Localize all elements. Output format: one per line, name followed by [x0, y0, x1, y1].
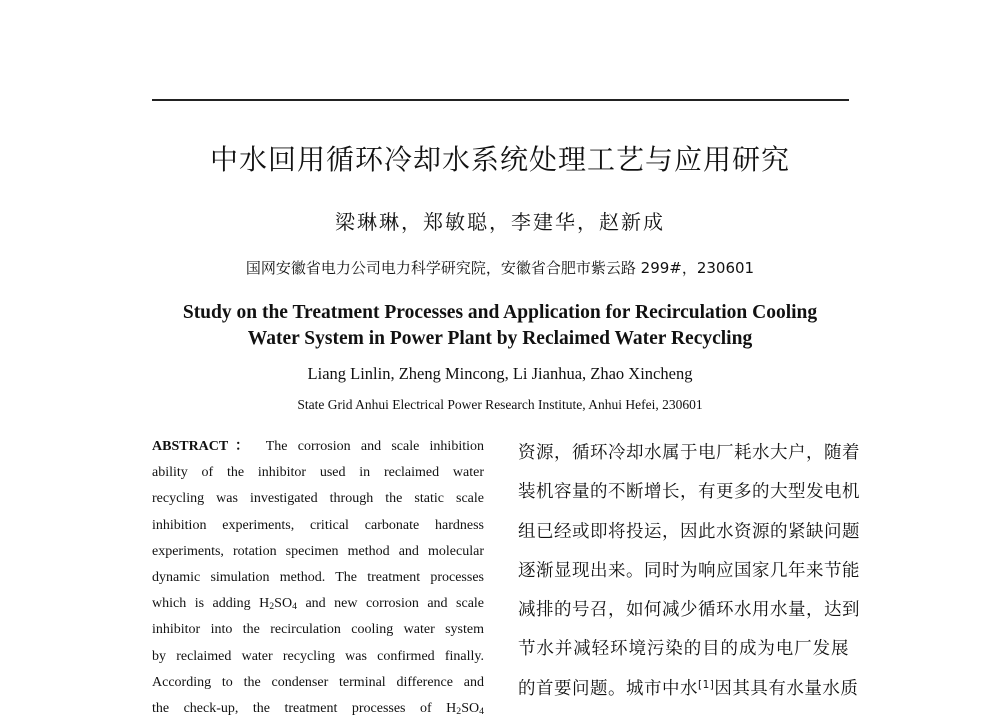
abstract-line: by reclaimed water recycling was confirmed finally. — [152, 648, 484, 664]
abstract-text: the check-up, the treatment processes of — [152, 700, 447, 716]
body-line: 节水并减轻环境污染的目的成为电厂发展 — [518, 639, 849, 660]
english-title-line-2: Water System in Power Plant by Reclaimed Water Recycling — [247, 328, 753, 349]
chinese-authors: 梁琳琳，郑敏聪，李建华，赵新成 — [335, 210, 665, 234]
header-rule — [152, 99, 849, 101]
abstract-line: experiments, rotation specimen method and molecular — [152, 543, 484, 559]
body-line: 逐渐显现出来。同时为响应国家几年来节能 — [518, 560, 860, 581]
body-line: 组已经或即将投运，因此水资源的紧缺问题 — [518, 521, 860, 542]
abstract-text: which is adding — [152, 596, 260, 612]
body-column-right — [518, 438, 860, 713]
abstract-line: dynamic simulation method. The treatment processes — [152, 569, 484, 585]
chinese-title: 中水回用循环冷却水系统处理工艺与应用研究 — [209, 143, 790, 176]
abstract-column — [152, 436, 484, 724]
citation-ref[interactable]: [1] — [698, 678, 715, 691]
english-affiliation: State Grid Anhui Electrical Power Research Institute, Anhui Hefei, 230601 — [297, 397, 703, 412]
abstract-line — [152, 698, 484, 724]
abstract-line: inhibitor into the recirculation cooling water system — [152, 622, 484, 638]
body-line — [518, 674, 859, 713]
english-title — [0, 300, 1000, 352]
abstract-label: ABSTRACT： — [152, 439, 256, 454]
formula-sub: 2 — [456, 705, 462, 717]
body-line: 减排的号召，如何减少循环水用水量，达到 — [518, 600, 860, 621]
body-line: 装机容量的不断增长，有更多的大型发电机 — [518, 482, 860, 503]
formula-so: SO — [274, 596, 293, 612]
abstract-line: recycling was investigated through the static scale — [152, 491, 484, 507]
formula-sub: 4 — [479, 705, 484, 717]
abstract-line — [152, 593, 484, 619]
formula-sub: 4 — [292, 601, 297, 613]
abstract-line: ability of the inhibitor used in reclaimed water — [152, 465, 484, 481]
formula-h: H — [259, 596, 270, 612]
body-text: 的首要问题。城市中水 — [518, 678, 698, 699]
abstract-line: According to the condenser terminal difference and — [152, 674, 484, 690]
abstract-text: and new corrosion and scale — [296, 596, 485, 612]
body-line: 资源，循环冷却水属于电厂耗水大户，随着 — [518, 443, 860, 463]
body-text: 因其具有水量水质 — [714, 678, 859, 699]
abstract-text: The corrosion and scale inhibition — [265, 439, 484, 454]
english-authors: Liang Linlin, Zheng Mincong, Li Jianhua, Zhao Xincheng — [307, 364, 693, 383]
abstract-line — [152, 436, 484, 462]
abstract-line: inhibition experiments, critical carbonate hardness — [152, 517, 484, 533]
formula-so: SO — [461, 700, 480, 716]
formula-h: H — [446, 700, 457, 716]
english-title-line-1: Study on the Treatment Processes and Application for Recirculation Cooling — [182, 302, 818, 323]
formula-sub: 2 — [269, 601, 275, 613]
chinese-affiliation: 国网安徽省电力公司电力科学研究院，安徽省合肥市紫云路 299#，230601 — [245, 259, 755, 277]
